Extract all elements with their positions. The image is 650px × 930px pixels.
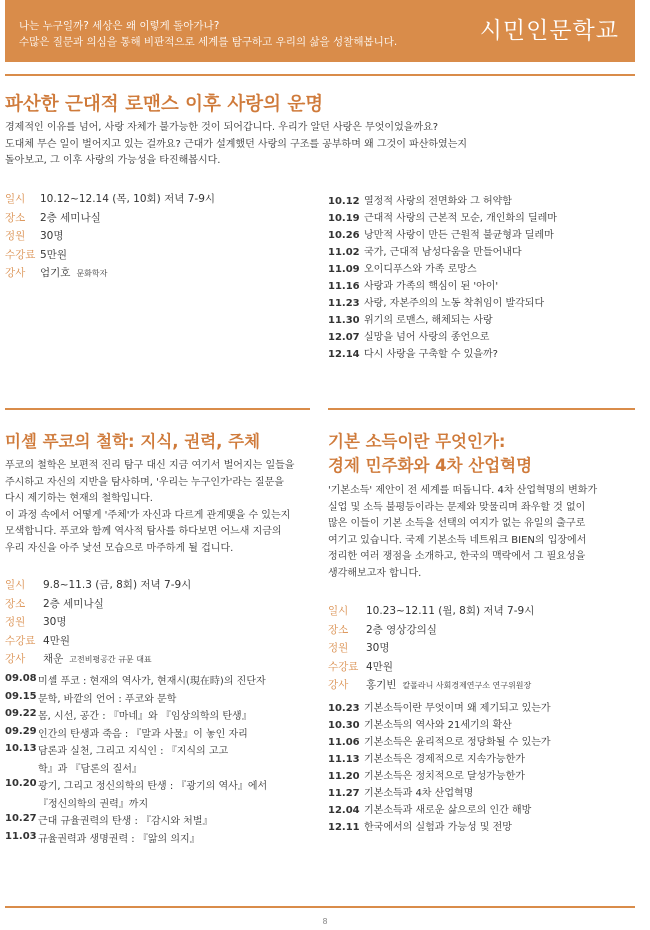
session-topic: 문학, 바깥의 언어 : 푸코와 문학 bbox=[38, 693, 177, 705]
info-value: 9.8~11.3 (금, 8회) 저녁 7-9시 bbox=[43, 579, 192, 591]
schedule-row bbox=[5, 743, 278, 778]
session-date: 11.02 bbox=[328, 247, 360, 258]
schedule-row bbox=[328, 260, 557, 277]
instructor-title: 고전비평공간 규문 대표 bbox=[69, 655, 152, 665]
info-label: 정원 bbox=[5, 616, 26, 629]
info-label: 수강료 bbox=[328, 660, 359, 673]
info-value: 2층 세미나실 bbox=[43, 597, 104, 610]
session-topic: 근대 규율권력의 탄생 : 『감시와 처벌』 bbox=[38, 816, 213, 827]
session-date: 11.09 bbox=[328, 264, 360, 275]
session-date: 09.22 bbox=[5, 708, 37, 719]
schedule-row bbox=[5, 726, 278, 744]
session-date: 10.13 bbox=[5, 743, 37, 754]
desc-line: 경제적인 이유를 넘어, 사랑 자체가 불가능한 것이 되어갑니다. 우리가 알던 사랑은 무엇이었을까요? bbox=[5, 122, 439, 133]
desc-line: 돌아보고, 그 이후 사랑의 가능성을 타진해봅시다. bbox=[5, 155, 221, 167]
schedule-row bbox=[328, 699, 551, 716]
info-row-fee bbox=[328, 659, 534, 678]
info-row-fee bbox=[5, 633, 191, 652]
banner-question: 나는 누구일까? 세상은 왜 이렇게 돌아가나? bbox=[19, 20, 220, 32]
session-topic: 규율권력과 생명권력 : 『앎의 의지』 bbox=[38, 833, 200, 845]
course2-schedule bbox=[5, 673, 278, 848]
desc-line: 다시 제기하는 현재의 철학입니다. bbox=[5, 493, 153, 505]
banner-brand: 시민인문학교 bbox=[479, 18, 619, 44]
instructor-title: 칼폴라니 사회경제연구소 연구위원장 bbox=[402, 681, 532, 691]
schedule-row bbox=[5, 813, 278, 831]
schedule-row bbox=[328, 328, 557, 345]
session-topic: 한국에서의 실험과 가능성 및 전망 bbox=[364, 822, 512, 833]
course1-info bbox=[5, 191, 215, 284]
course3-info bbox=[328, 603, 534, 696]
info-value: 2층 세미나실 bbox=[40, 211, 101, 224]
divider bbox=[328, 408, 635, 410]
page-number: 8 bbox=[322, 917, 328, 926]
schedule-row bbox=[328, 311, 557, 328]
session-date: 11.16 bbox=[328, 281, 360, 292]
info-row-instructor bbox=[5, 265, 215, 284]
session-topic: 기본소득이란 무엇이며 왜 제기되고 있는가 bbox=[364, 703, 551, 714]
desc-line: 실업 및 소득 불평등이라는 문제와 맞물리며 좌우할 것 없이 bbox=[328, 501, 586, 513]
session-topic: 사랑과 가족의 핵심이 된 '아이' bbox=[364, 281, 499, 292]
info-label: 강사 bbox=[328, 679, 349, 692]
info-row-date bbox=[5, 191, 215, 210]
schedule-row bbox=[328, 192, 557, 209]
session-topic: 기본소득은 정치적으로 달성가능한가 bbox=[364, 771, 525, 782]
course3-title-line1: 기본 소득이란 무엇인가: bbox=[328, 432, 506, 451]
course2-description bbox=[5, 458, 315, 558]
session-topic: 근대적 사랑의 근본적 모순, 개인화의 딜레마 bbox=[364, 213, 557, 224]
desc-line: '기본소득' 제안이 전 세계를 떠돕니다. 4차 산업혁명의 변화가 bbox=[328, 485, 598, 496]
desc-line: 많은 이들이 기본 소득을 선택의 여지가 없는 유일의 출구로 bbox=[328, 518, 586, 530]
info-label: 강사 bbox=[5, 267, 26, 280]
session-date: 10.26 bbox=[328, 230, 360, 241]
info-row-capacity bbox=[5, 228, 215, 247]
schedule-row bbox=[5, 831, 278, 849]
session-topic: 미셸 푸코 : 현재의 역사가, 현재시(現在時)의 진단자 bbox=[38, 676, 266, 687]
info-value: 10.12~12.14 (목, 10회) 저녁 7-9시 bbox=[40, 193, 216, 205]
schedule-row bbox=[328, 294, 557, 311]
info-label: 일시 bbox=[5, 193, 26, 205]
course2-info bbox=[5, 577, 191, 670]
info-value: 5만원 bbox=[40, 248, 67, 261]
session-date: 10.23 bbox=[328, 703, 360, 714]
session-date: 10.27 bbox=[5, 813, 37, 824]
schedule-row bbox=[328, 801, 551, 818]
info-label: 정원 bbox=[5, 230, 26, 243]
session-date: 11.27 bbox=[328, 788, 360, 799]
desc-line: 도대체 무슨 일이 벌어지고 있는 걸까요? 근대가 설계했던 사랑의 구조를 공부하며 왜 그것이 파산하였는지 bbox=[5, 138, 468, 150]
info-value: 채운 bbox=[43, 653, 64, 666]
info-row-fee bbox=[5, 247, 215, 266]
session-topic: 몸, 시선, 공간 : 『마네』와 『임상의학의 탄생』 bbox=[38, 711, 252, 722]
session-topic: 실망을 넘어 사랑의 종언으로 bbox=[364, 332, 490, 343]
schedule-row bbox=[328, 767, 551, 784]
info-value: 4만원 bbox=[366, 660, 393, 673]
schedule-row bbox=[328, 243, 557, 260]
session-topic: 담론과 실천, 그리고 지식인 : 『지식의 고고학』과 『담론의 질서』 bbox=[38, 746, 229, 775]
info-value: 홍기빈 bbox=[366, 679, 397, 692]
info-label: 강사 bbox=[5, 653, 26, 666]
info-row-instructor bbox=[328, 677, 534, 696]
info-row-instructor bbox=[5, 651, 191, 670]
session-date: 11.03 bbox=[5, 830, 37, 842]
session-topic: 기본소득의 역사와 21세기의 확산 bbox=[364, 720, 512, 731]
info-value: 30명 bbox=[40, 230, 64, 243]
schedule-row bbox=[328, 750, 551, 767]
session-topic: 다시 사랑을 구축할 수 있을까? bbox=[364, 349, 498, 360]
session-date: 12.07 bbox=[328, 332, 360, 343]
course1-description bbox=[5, 120, 625, 170]
info-row-place bbox=[5, 210, 215, 229]
desc-line: 생각해보고자 합니다. bbox=[328, 567, 422, 579]
desc-line: 여기고 있습니다. 국제 기본소득 네트워크 BIEN의 입장에서 bbox=[328, 534, 587, 546]
schedule-row bbox=[328, 277, 557, 294]
schedule-row bbox=[328, 733, 551, 750]
session-date: 10.19 bbox=[328, 213, 360, 224]
session-date: 09.08 bbox=[5, 673, 37, 684]
schedule-row bbox=[328, 345, 557, 362]
schedule-row bbox=[328, 209, 557, 226]
session-topic: 오이디푸스와 가족 로망스 bbox=[364, 264, 477, 275]
info-value: 4만원 bbox=[43, 634, 70, 647]
schedule-row bbox=[328, 226, 557, 243]
session-date: 09.15 bbox=[5, 690, 37, 702]
instructor-title: 문화학자 bbox=[76, 269, 108, 279]
info-row-capacity bbox=[5, 614, 191, 633]
session-date: 12.14 bbox=[328, 349, 360, 360]
footer-divider bbox=[5, 906, 635, 908]
session-date: 11.30 bbox=[328, 315, 360, 326]
divider bbox=[5, 74, 635, 76]
session-topic: 위기의 로맨스, 해체되는 사랑 bbox=[364, 315, 493, 326]
session-date: 11.06 bbox=[328, 737, 360, 748]
session-topic: 사랑, 자본주의의 노동 착취임이 발각되다 bbox=[364, 298, 545, 309]
info-row-place bbox=[328, 622, 534, 641]
session-topic: 기본소득과 4차 산업혁명 bbox=[364, 788, 474, 799]
desc-line: 푸코의 철학은 보편적 진리 탐구 대신 지금 여기서 벌어지는 일들을 bbox=[5, 460, 295, 471]
session-date: 11.13 bbox=[328, 754, 360, 765]
schedule-row bbox=[5, 708, 278, 726]
course3-title-line2: 경제 민주화와 4차 산업혁명 bbox=[328, 456, 533, 475]
schedule-row bbox=[5, 691, 278, 709]
session-date: 10.20 bbox=[5, 778, 37, 789]
session-topic: 기본소득은 경제적으로 지속가능한가 bbox=[364, 754, 525, 765]
divider bbox=[5, 408, 310, 410]
schedule-row bbox=[5, 778, 278, 813]
desc-line: 이 과정 속에서 어떻게 '주체'가 자신과 다르게 관계맺을 수 있는지 bbox=[5, 509, 291, 521]
info-label: 일시 bbox=[328, 605, 349, 617]
info-row-capacity bbox=[328, 640, 534, 659]
header-banner bbox=[5, 0, 635, 62]
session-date: 12.11 bbox=[328, 822, 360, 833]
info-row-place bbox=[5, 596, 191, 615]
session-topic: 인간의 탄생과 죽음 : 『말과 사물』이 놓인 자리 bbox=[38, 728, 248, 740]
session-topic: 국가, 근대적 남성다움을 만들어내다 bbox=[364, 247, 522, 258]
course3-description bbox=[328, 483, 638, 583]
desc-line: 모색합니다. 푸코와 함께 역사적 탐사를 하다보면 어느새 지금의 bbox=[5, 526, 282, 538]
schedule-row bbox=[328, 716, 551, 733]
info-value: 30명 bbox=[366, 642, 390, 655]
session-date: 10.30 bbox=[328, 720, 360, 731]
desc-line: 정리한 여러 쟁점을 소개하고, 한국의 맥락에서 그 필요성을 bbox=[328, 551, 586, 563]
info-value: 30명 bbox=[43, 616, 67, 629]
session-date: 11.20 bbox=[328, 771, 360, 782]
schedule-row bbox=[5, 673, 278, 691]
session-topic: 광기, 그리고 정신의학의 탄생 : 『광기의 역사』에서 『정신의학의 권력』까지 bbox=[38, 781, 268, 810]
course1-title: 파산한 근대적 로맨스 이후 사랑의 운명 bbox=[5, 94, 324, 115]
info-label: 장소 bbox=[5, 597, 26, 610]
course3-schedule bbox=[328, 699, 551, 835]
info-label: 장소 bbox=[5, 211, 26, 224]
info-value: 엄기호 bbox=[40, 267, 71, 280]
course2-title: 미셸 푸코의 철학: 지식, 권력, 주체 bbox=[5, 432, 261, 451]
session-topic: 기본소득은 윤리적으로 정당화될 수 있는가 bbox=[364, 737, 551, 748]
info-label: 장소 bbox=[328, 623, 349, 636]
info-row-date bbox=[5, 577, 191, 596]
info-value: 10.23~12.11 (월, 8회) 저녁 7-9시 bbox=[366, 605, 535, 617]
schedule-row bbox=[328, 818, 551, 835]
info-row-date bbox=[328, 603, 534, 622]
desc-line: 우리 자신을 아주 낯선 모습으로 마주하게 될 겁니다. bbox=[5, 542, 234, 554]
schedule-row bbox=[328, 784, 551, 801]
info-label: 수강료 bbox=[5, 634, 36, 647]
desc-line: 주시하고 자신의 지반을 탐사하며, '우리는 누구인가'라는 질문을 bbox=[5, 476, 284, 488]
banner-subtitle: 수많은 질문과 의심을 통해 비판적으로 세계를 탐구하고 우리의 삶을 성찰해봅니다. bbox=[19, 36, 398, 48]
session-date: 10.12 bbox=[328, 196, 360, 207]
info-label: 정원 bbox=[328, 642, 349, 655]
info-label: 일시 bbox=[5, 579, 26, 591]
info-label: 수강료 bbox=[5, 248, 36, 261]
session-date: 09.29 bbox=[5, 725, 37, 737]
session-topic: 기본소득과 새로운 삶으로의 인간 해방 bbox=[364, 805, 532, 816]
session-topic: 열정적 사랑의 전면화와 그 허약함 bbox=[364, 196, 512, 207]
session-date: 11.23 bbox=[328, 298, 360, 309]
course1-schedule bbox=[328, 192, 557, 362]
info-value: 2층 영상강의실 bbox=[366, 623, 437, 636]
session-date: 12.04 bbox=[328, 805, 360, 816]
session-topic: 낭만적 사랑이 만든 근원적 불균형과 딜레마 bbox=[364, 230, 554, 241]
